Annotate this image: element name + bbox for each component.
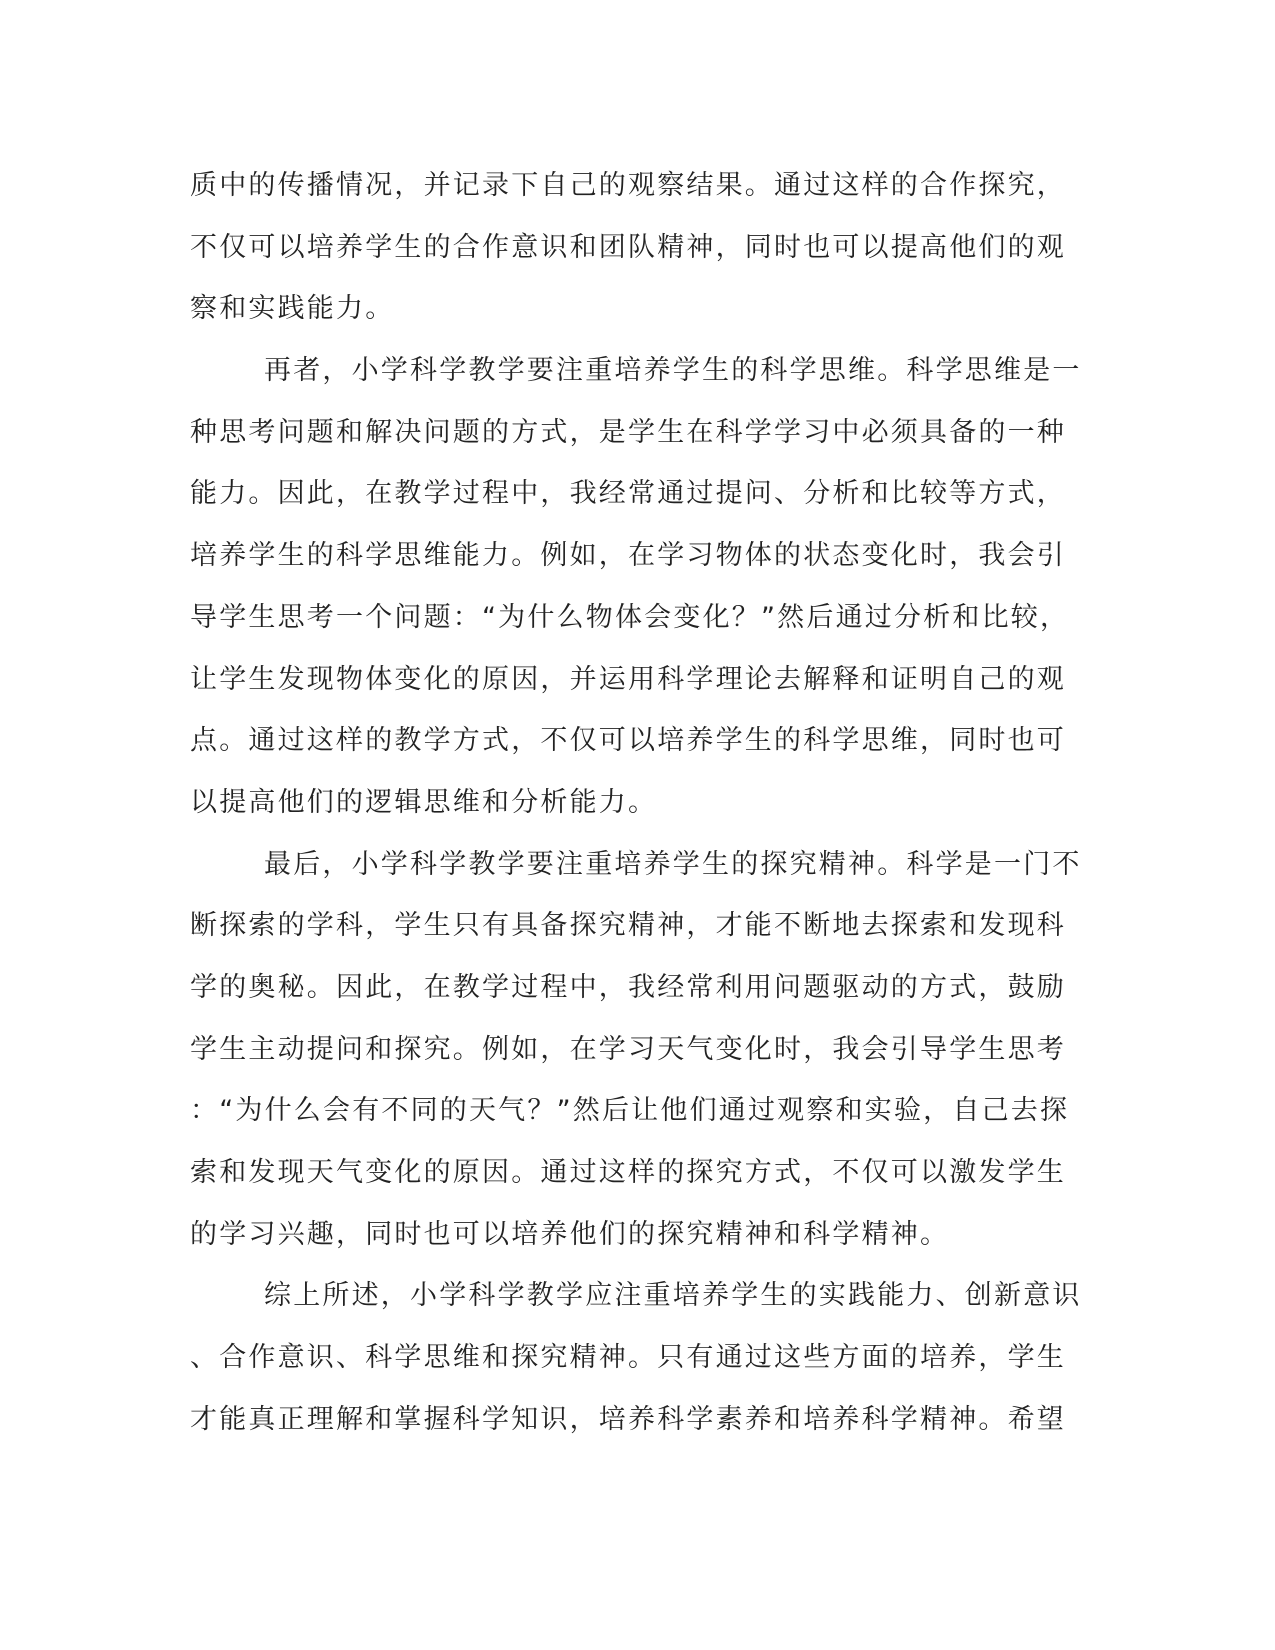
text-line: 导学生思考一个问题：“为什么物体会变化？”然后通过分析和比较，	[190, 601, 1070, 633]
body-text	[190, 155, 1090, 1450]
text-line: 点。通过这样的教学方式，不仅可以培养学生的科学思维，同时也可	[190, 725, 1066, 757]
paragraph-first-line: 最后，小学科学教学要注重培养学生的探究精神。科学是一门不	[264, 848, 1082, 880]
text-line: 质中的传播情况，并记录下自己的观察结果。通过这样的合作探究，	[190, 170, 1066, 201]
text-line: 学生主动提问和探究。例如，在学习天气变化时，我会引导学生思考	[190, 1033, 1066, 1065]
text-line: 断探索的学科，学生只有具备探究精神，才能不断地去探索和发现科	[190, 910, 1066, 942]
text-line: 能力。因此，在教学过程中，我经常通过提问、分析和比较等方式，	[190, 478, 1066, 510]
text-line: 、合作意识、科学思维和探究精神。只有通过这些方面的培养，学生	[190, 1342, 1066, 1374]
text-line: 的学习兴趣，同时也可以培养他们的探究精神和科学精神。	[190, 1218, 950, 1250]
text-line: 学的奥秘。因此，在教学过程中，我经常利用问题驱动的方式，鼓励	[190, 971, 1066, 1003]
text-line: 培养学生的科学思维能力。例如，在学习物体的状态变化时，我会引	[190, 540, 1066, 572]
text-line: 才能真正理解和掌握科学知识，培养科学素养和培养科学精神。希望	[190, 1403, 1066, 1435]
text-line: 索和发现天气变化的原因。通过这样的探究方式，不仅可以激发学生	[190, 1157, 1066, 1188]
text-line: 让学生发现物体变化的原因，并运用科学理论去解释和证明自己的观	[190, 663, 1066, 695]
text-line: 种思考问题和解决问题的方式，是学生在科学学习中必须具备的一种	[190, 416, 1066, 448]
text-line: 不仅可以培养学生的合作意识和团队精神，同时也可以提高他们的观	[190, 231, 1066, 263]
text-line: 察和实践能力。	[190, 293, 395, 325]
paragraph-first-line: 再者，小学科学教学要注重培养学生的科学思维。科学思维是一	[264, 355, 1082, 387]
text-line: 以提高他们的逻辑思维和分析能力。	[190, 786, 658, 818]
text-line: ：“为什么会有不同的天气？”然后让他们通过观察和实验，自己去探	[190, 1095, 1070, 1127]
paragraph-first-line: 综上所述，小学科学教学应注重培养学生的实践能力、创新意识	[264, 1280, 1082, 1312]
